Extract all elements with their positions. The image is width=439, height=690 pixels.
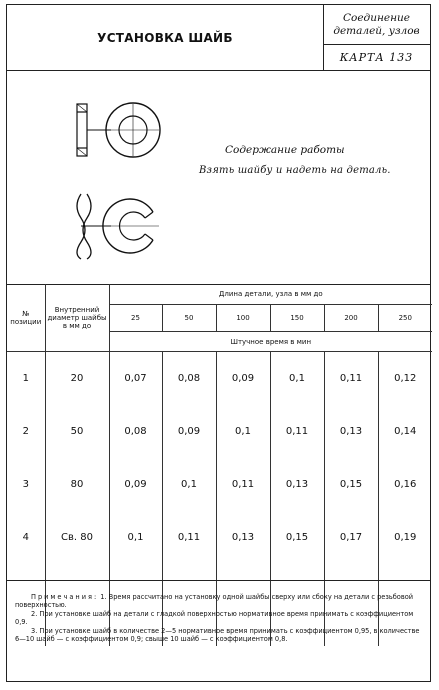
row-diameter: Св. 80 (45, 511, 109, 564)
length-col-header: 100 (216, 305, 270, 332)
time-cell: 0,16 (378, 458, 432, 511)
time-cell: 0,12 (378, 352, 432, 406)
time-cell: 0,14 (378, 405, 432, 458)
length-col-header: 50 (162, 305, 216, 332)
note-1-text: 1. Время рассчитано на установку одной шайбы сверху или сбоку на детали с резьбовой поверхностью. (15, 593, 414, 610)
time-cell: 0,1 (162, 458, 216, 511)
notes-prefix: Примечания: (31, 593, 99, 601)
time-cell: 0,11 (162, 511, 216, 564)
washer-drawings (67, 94, 177, 264)
table-row (7, 352, 432, 406)
length-col-header: 150 (270, 305, 324, 332)
length-col-header: 250 (378, 305, 432, 332)
work-content-label: Содержание работы (225, 144, 345, 156)
card-category (323, 5, 430, 45)
length-col-header: 200 (324, 305, 378, 332)
category-line-2: деталей, узлов (333, 24, 420, 37)
row-number: 2 (7, 405, 45, 458)
time-cell: 0,17 (324, 511, 378, 564)
time-cell: 0,1 (109, 511, 162, 564)
card-number: КАРТА 133 (339, 50, 414, 64)
card-header (7, 5, 430, 71)
time-cell: 0,11 (216, 458, 270, 511)
time-cell: 0,11 (270, 405, 324, 458)
time-cell: 0,13 (216, 511, 270, 564)
time-cell: 0,11 (324, 352, 378, 406)
position-number-header: № позиции (7, 284, 45, 352)
time-cell: 0,1 (270, 352, 324, 406)
time-header: Штучное время в мин (109, 332, 432, 352)
time-cell: 0,09 (162, 405, 216, 458)
note-2: 2. При установке шайб на детали с гладкой поверхностью нормативное время принимать с коэффициентом 0,9. (15, 609, 414, 627)
time-cell: 0,1 (216, 405, 270, 458)
inner-diameter-header: Внутренний диаметр шайбы в мм до (45, 284, 109, 352)
card-title: УСТАНОВКА ШАЙБ (7, 5, 324, 70)
time-cell: 0,15 (270, 511, 324, 564)
figure-section (7, 70, 430, 285)
time-cell: 0,09 (109, 458, 162, 511)
row-number: 1 (7, 352, 45, 406)
work-content-text: Взять шайбу и надеть на деталь. (199, 165, 391, 176)
note-1 (15, 593, 424, 610)
time-cell: 0,08 (162, 352, 216, 406)
card-page (6, 4, 431, 682)
time-cell: 0,13 (324, 405, 378, 458)
length-col-header: 25 (109, 305, 162, 332)
row-diameter: 50 (45, 405, 109, 458)
table-row (7, 511, 432, 564)
table-row (7, 405, 432, 458)
note-3: 3. При установке шайб в количестве 2—5 нормативное время принимать с коэффициентом 0,95, в количестве 6—10 шайб — с коэффициентом 0,9; свыше 10 шайб — с коэффициентом 0,8. (15, 626, 420, 644)
notes-section (7, 580, 430, 681)
length-header: Длина детали, узла в мм до (109, 284, 432, 305)
row-number: 4 (7, 511, 45, 564)
time-cell: 0,09 (216, 352, 270, 406)
table-row (7, 458, 432, 511)
row-diameter: 20 (45, 352, 109, 406)
time-cell: 0,13 (270, 458, 324, 511)
time-cell: 0,19 (378, 511, 432, 564)
category-line-1: Соединение (342, 11, 410, 24)
row-number: 3 (7, 458, 45, 511)
time-cell: 0,08 (109, 405, 162, 458)
time-cell: 0,07 (109, 352, 162, 406)
row-diameter: 80 (45, 458, 109, 511)
flat-washer-drawing (77, 103, 160, 157)
spring-washer-drawing (77, 194, 159, 259)
time-cell: 0,15 (324, 458, 378, 511)
